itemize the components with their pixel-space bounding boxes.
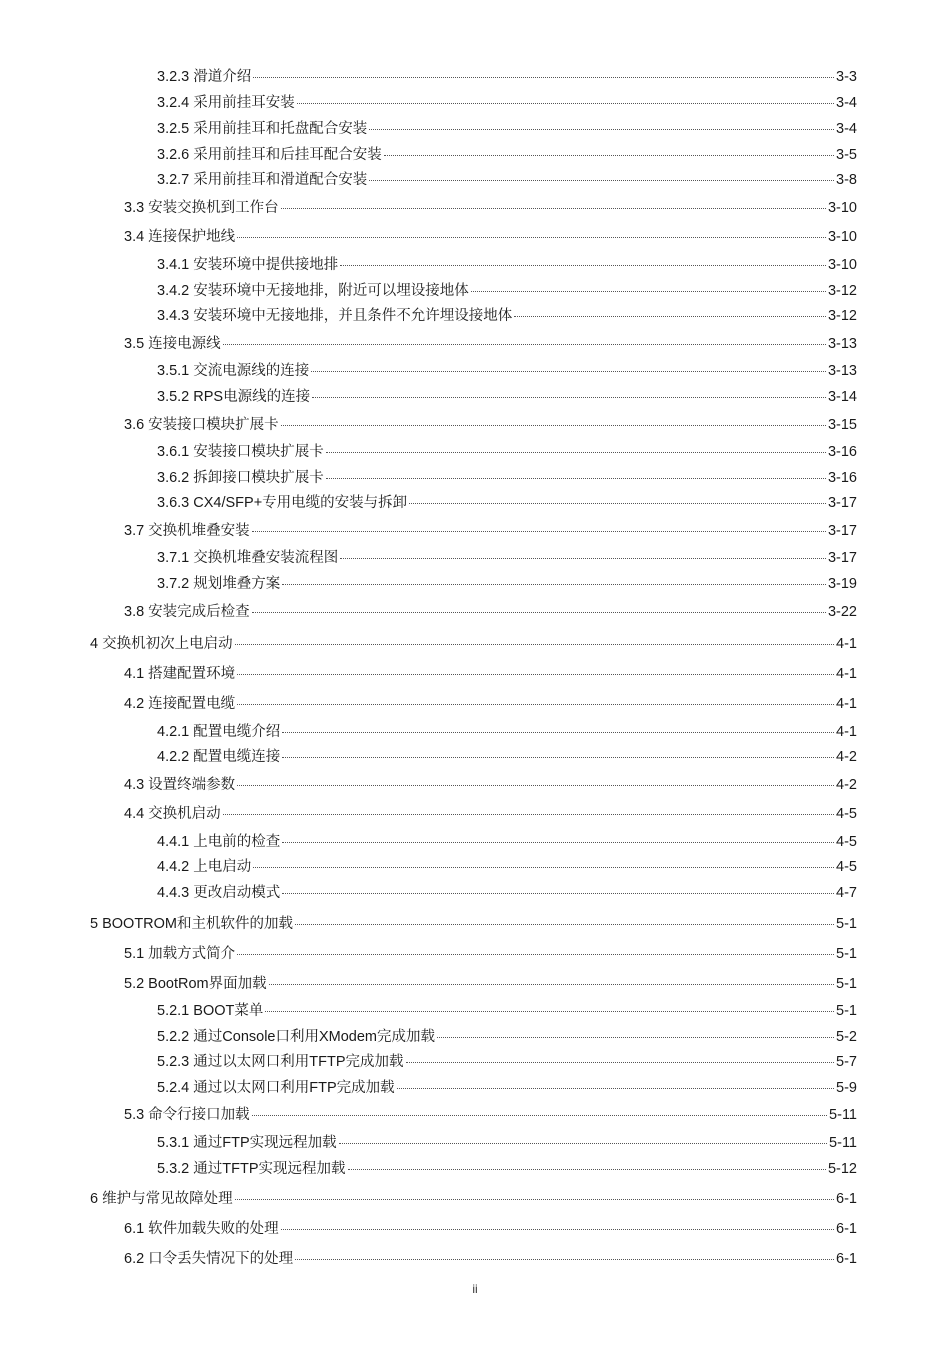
toc-entry[interactable]	[124, 975, 857, 993]
toc-dot-leader	[295, 924, 834, 925]
toc-entry[interactable]	[124, 1220, 857, 1238]
toc-entry-title: 4.2.2 配置电缆连接	[157, 749, 281, 765]
toc-entry-page: 3-17	[827, 550, 857, 566]
toc-entry-title: 3.2.5 采用前挂耳和托盘配合安装	[157, 121, 368, 137]
toc-entry-title: 6.1 软件加载失败的处理	[124, 1221, 279, 1237]
toc-entry-page: 3-10	[827, 257, 857, 273]
toc-dot-leader	[237, 954, 834, 955]
toc-entry-page: 6-1	[836, 1221, 857, 1237]
toc-entry-title: 3.4.1 安装环境中提供接地排	[157, 257, 339, 273]
toc-entry[interactable]	[90, 915, 857, 933]
toc-entry-title: 3.3 安装交换机到工作台	[124, 200, 279, 216]
toc-entry-page: 5-1	[836, 976, 857, 992]
toc-dot-leader	[348, 1169, 826, 1170]
toc-entry-title: 4 交换机初次上电启动	[90, 636, 233, 652]
toc-entry-title: 3.2.3 滑道介绍	[157, 69, 252, 85]
toc-dot-leader	[269, 984, 834, 985]
toc-entry-page: 3-16	[827, 470, 857, 486]
toc-dot-leader	[237, 785, 834, 786]
toc-entry[interactable]	[157, 1053, 857, 1071]
toc-entry-title: 4.2 连接配置电缆	[124, 696, 236, 712]
toc-entry[interactable]	[157, 120, 857, 138]
toc-dot-leader	[282, 584, 826, 585]
toc-entry-page: 4-1	[836, 696, 857, 712]
toc-dot-leader	[340, 558, 826, 559]
toc-entry-title: 3.5 连接电源线	[124, 336, 221, 352]
toc-entry[interactable]	[157, 469, 857, 487]
toc-dot-leader	[235, 644, 834, 645]
toc-dot-leader	[312, 397, 826, 398]
toc-entry[interactable]	[157, 307, 857, 325]
toc-entry-page: 3-17	[827, 495, 857, 511]
toc-entry-title: 6.2 口令丢失情况下的处理	[124, 1251, 294, 1267]
toc-dot-leader	[340, 265, 826, 266]
toc-entry-page: 3-19	[827, 576, 857, 592]
toc-entry-title: 4.4.1 上电前的检查	[157, 834, 281, 850]
toc-entry-title: 4.4.3 更改启动模式	[157, 885, 281, 901]
toc-entry-page: 4-1	[836, 636, 857, 652]
toc-entry-title: 4.4 交换机启动	[124, 806, 221, 822]
toc-entry[interactable]	[157, 833, 857, 851]
toc-entry-page: 3-17	[827, 523, 857, 539]
toc-entry-page: 4-5	[836, 806, 857, 822]
toc-entry-title: 3.6.3 CX4/SFP+专用电缆的安装与拆卸	[157, 495, 408, 511]
toc-entry[interactable]	[157, 1028, 857, 1046]
toc-entry-page: 3-3	[836, 69, 857, 85]
toc-entry[interactable]	[124, 805, 857, 823]
toc-entry[interactable]	[157, 1002, 857, 1020]
toc-entry-title: 3.4.2 安装环境中无接地排，附近可以埋设接地体	[157, 283, 469, 299]
toc-entry-title: 5.1 加载方式简介	[124, 946, 236, 962]
toc-entry[interactable]	[124, 776, 857, 794]
toc-dot-leader	[281, 1229, 834, 1230]
toc-dot-leader	[282, 757, 834, 758]
toc-dot-leader	[369, 129, 834, 130]
toc-dot-leader	[326, 478, 826, 479]
toc-dot-leader	[223, 814, 834, 815]
toc-entry[interactable]	[157, 549, 857, 567]
toc-dot-leader	[282, 732, 834, 733]
toc-entry[interactable]	[157, 256, 857, 274]
toc-entry-title: 5.3 命令行接口加载	[124, 1107, 250, 1123]
toc-entry-page: 5-11	[829, 1135, 857, 1151]
toc-entry-page: 3-8	[836, 172, 857, 188]
toc-entry-page: 5-11	[829, 1107, 857, 1123]
toc-dot-leader	[252, 531, 826, 532]
toc-entry[interactable]	[124, 665, 857, 683]
toc-entry[interactable]	[124, 522, 857, 540]
toc-entry-title: 3.8 安装完成后检查	[124, 604, 250, 620]
toc-entry-page: 4-2	[836, 777, 857, 793]
toc-entry-title: 5.2.2 通过Console口利用XModem完成加载	[157, 1029, 435, 1045]
toc-entry-title: 3.4.3 安装环境中无接地排，并且条件不允许埋设接地体	[157, 308, 513, 324]
toc-entry-page: 3-22	[827, 604, 857, 620]
toc-entry-page: 3-4	[836, 121, 857, 137]
toc-entry[interactable]	[124, 695, 857, 713]
toc-entry[interactable]	[124, 335, 857, 353]
toc-entry[interactable]	[157, 282, 857, 300]
toc-dot-leader	[369, 180, 834, 181]
toc-entry-page: 3-14	[827, 389, 857, 405]
toc-entry-page: 4-1	[836, 666, 857, 682]
toc-entry-page: 5-1	[836, 1003, 857, 1019]
toc-dot-leader	[252, 1115, 827, 1116]
toc-entry-title: 4.2.1 配置电缆介绍	[157, 724, 281, 740]
toc-entry[interactable]	[124, 1250, 857, 1268]
toc-dot-leader	[252, 612, 826, 613]
toc-dot-leader	[237, 237, 826, 238]
toc-entry[interactable]	[157, 494, 857, 512]
toc-entry-title: 3.2.6 采用前挂耳和后挂耳配合安装	[157, 147, 382, 163]
toc-entry-page: 3-13	[827, 363, 857, 379]
toc-entry-page: 5-2	[836, 1029, 857, 1045]
toc-entry[interactable]	[157, 858, 857, 876]
toc-dot-leader	[295, 1259, 834, 1260]
toc-entry-title: 3.6 安装接口模块扩展卡	[124, 417, 279, 433]
toc-entry-title: 4.4.2 上电启动	[157, 859, 252, 875]
toc-entry-title: 5.2.3 通过以太网口利用TFTP完成加载	[157, 1054, 404, 1070]
toc-entry[interactable]	[157, 146, 857, 164]
toc-entry-title: 5.3.1 通过FTP实现远程加载	[157, 1135, 337, 1151]
toc-entry[interactable]	[157, 443, 857, 461]
toc-dot-leader	[514, 316, 826, 317]
toc-entry[interactable]	[157, 884, 857, 902]
toc-dot-leader	[326, 452, 826, 453]
toc-entry-page: 3-15	[827, 417, 857, 433]
toc-entry-page: 5-1	[836, 916, 857, 932]
toc-entry-page: 4-5	[836, 859, 857, 875]
toc-entry-page: 5-9	[836, 1080, 857, 1096]
toc-dot-leader	[282, 893, 834, 894]
toc-entry[interactable]	[124, 1106, 857, 1124]
toc-dot-leader	[253, 867, 834, 868]
toc-entry-page: 3-4	[836, 95, 857, 111]
toc-entry-title: 5.2.4 通过以太网口利用FTP完成加载	[157, 1080, 395, 1096]
toc-entry[interactable]	[157, 723, 857, 741]
toc-dot-leader	[297, 103, 834, 104]
toc-dot-leader	[384, 155, 834, 156]
toc-entry-page: 3-12	[827, 283, 857, 299]
toc-entry[interactable]	[90, 635, 857, 653]
toc-dot-leader	[406, 1062, 835, 1063]
toc-entry-page: 5-12	[827, 1161, 857, 1177]
toc-entry-page: 3-12	[827, 308, 857, 324]
toc-entry-title: 3.7 交换机堆叠安装	[124, 523, 250, 539]
toc-entry-page: 3-10	[827, 200, 857, 216]
toc-entry-title: 4.1 搭建配置环境	[124, 666, 236, 682]
toc-entry-page: 6-1	[836, 1251, 857, 1267]
toc-dot-leader	[237, 704, 834, 705]
toc-entry-title: 3.6.1 安装接口模块扩展卡	[157, 444, 324, 460]
toc-entry-page: 3-10	[827, 229, 857, 245]
toc-entry-title: 3.5.1 交流电源线的连接	[157, 363, 310, 379]
page-number: ii	[472, 1282, 478, 1296]
toc-dot-leader	[281, 208, 826, 209]
toc-dot-leader	[223, 344, 826, 345]
toc-entry[interactable]	[124, 603, 857, 621]
toc-entry-page: 3-16	[827, 444, 857, 460]
toc-entry-page: 6-1	[836, 1191, 857, 1207]
toc-entry-page: 3-13	[827, 336, 857, 352]
toc-dot-leader	[311, 371, 826, 372]
toc-entry[interactable]	[157, 171, 857, 189]
toc-entry[interactable]	[157, 1134, 857, 1152]
toc-dot-leader	[253, 77, 834, 78]
toc-entry[interactable]	[124, 416, 857, 434]
toc-dot-leader	[281, 425, 826, 426]
toc-entry-title: 3.6.2 拆卸接口模块扩展卡	[157, 470, 324, 486]
toc-entry-page: 4-2	[836, 749, 857, 765]
toc-entry-page: 3-5	[836, 147, 857, 163]
toc-entry[interactable]	[157, 388, 857, 406]
toc-dot-leader	[339, 1143, 827, 1144]
toc-entry-page: 4-1	[836, 724, 857, 740]
toc-dot-leader	[265, 1011, 834, 1012]
toc-entry-title: 3.7.1 交换机堆叠安装流程图	[157, 550, 339, 566]
toc-dot-leader	[397, 1088, 834, 1089]
toc-entry-title: 3.5.2 RPS电源线的连接	[157, 389, 311, 405]
toc-entry[interactable]	[124, 199, 857, 217]
toc-entry-page: 4-5	[836, 834, 857, 850]
toc-dot-leader	[471, 291, 826, 292]
toc-entry-title: 4.3 设置终端参数	[124, 777, 236, 793]
toc-entry-page: 5-1	[836, 946, 857, 962]
toc-entry-page: 5-7	[836, 1054, 857, 1070]
toc-entry[interactable]	[157, 362, 857, 380]
toc-entry[interactable]	[157, 1079, 857, 1097]
toc-dot-leader	[237, 674, 834, 675]
toc-dot-leader	[235, 1199, 834, 1200]
toc-entry[interactable]	[157, 94, 857, 112]
toc-entry[interactable]	[124, 228, 857, 246]
toc-entry-title: 5.2.1 BOOT菜单	[157, 1003, 264, 1019]
toc-entry[interactable]	[157, 1160, 857, 1178]
toc-entry[interactable]	[90, 1190, 857, 1208]
toc-entry-title: 3.2.7 采用前挂耳和滑道配合安装	[157, 172, 368, 188]
toc-entry-title: 3.4 连接保护地线	[124, 229, 236, 245]
toc-entry[interactable]	[124, 945, 857, 963]
toc-entry-title: 5 BOOTROM和主机软件的加载	[90, 916, 294, 932]
toc-entry[interactable]	[157, 68, 857, 86]
toc-entry-title: 6 维护与常见故障处理	[90, 1191, 233, 1207]
toc-entry[interactable]	[157, 748, 857, 766]
toc-entry-page: 4-7	[836, 885, 857, 901]
toc-dot-leader	[437, 1037, 834, 1038]
toc-entry[interactable]	[157, 575, 857, 593]
toc-entry-title: 5.3.2 通过TFTP实现远程加载	[157, 1161, 346, 1177]
toc-entry-title: 3.7.2 规划堆叠方案	[157, 576, 281, 592]
toc-entry-title: 5.2 BootRom界面加载	[124, 976, 267, 992]
toc-dot-leader	[282, 842, 834, 843]
toc-dot-leader	[409, 503, 826, 504]
toc-entry-title: 3.2.4 采用前挂耳安装	[157, 95, 295, 111]
